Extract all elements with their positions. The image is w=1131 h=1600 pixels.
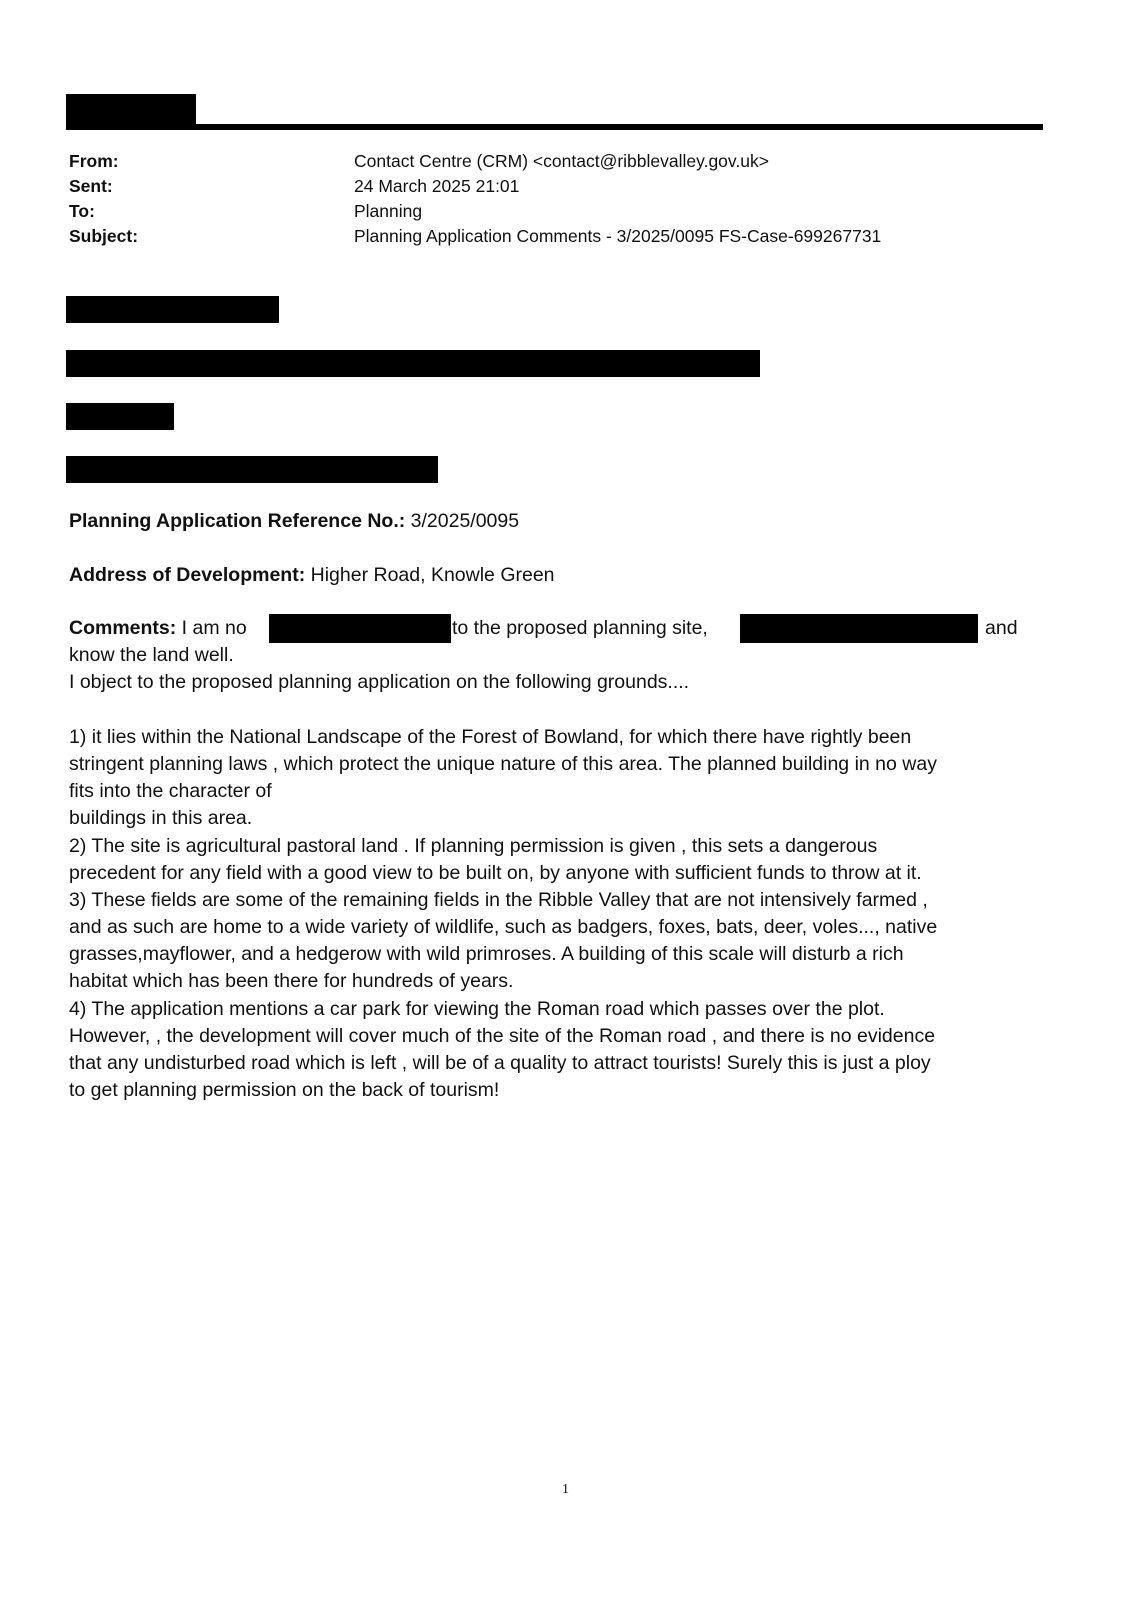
- redaction-sender-name: [66, 94, 196, 124]
- comments-para-line: fits into the character of: [69, 780, 272, 803]
- comments-part3: and: [985, 617, 1018, 639]
- to-value: Planning: [354, 201, 423, 221]
- comments-line-2: know the land well.: [69, 644, 234, 667]
- subject-row: [69, 224, 1029, 249]
- comments-para-line: and as such are home to a wide variety of wildlife, such as badgers, foxes, bats, deer, voles..., native: [69, 916, 938, 939]
- comments-section: [69, 615, 1034, 1104]
- comments-para-line: 3) These fields are some of the remaining fields in the Ribble Valley that are not intensively farmed ,: [69, 888, 928, 911]
- to-label: To:: [69, 201, 95, 221]
- header-rule: [66, 124, 1043, 130]
- redaction-inline-1: [269, 614, 451, 643]
- subject-label: Subject:: [69, 226, 139, 246]
- redaction-inline-2: [740, 614, 978, 643]
- redaction-block-4: [66, 456, 438, 483]
- comments-line-3: I object to the proposed planning application on the following grounds....: [69, 671, 690, 694]
- subject-value: Planning Application Comments - 3/2025/0095 FS-Case-699267731: [354, 226, 882, 246]
- comments-para-line: to get planning permission on the back of tourism!: [69, 1079, 500, 1102]
- email-header: [69, 149, 1029, 249]
- comments-para-line: that any undisturbed road which is left , will be of a quality to attract tourists! Surely this is just a ploy: [69, 1052, 931, 1074]
- comments-part2: to the proposed planning site,: [452, 617, 708, 639]
- from-label: From:: [69, 151, 119, 171]
- comments-para-line: precedent for any field with a good view to be built on, by anyone with sufficient funds to throw at it.: [69, 861, 922, 884]
- sent-value: 24 March 2025 21:01: [354, 176, 520, 196]
- redaction-block-1: [66, 296, 279, 323]
- comments-para-line: buildings in this area.: [69, 807, 253, 830]
- redaction-block-2: [66, 350, 760, 377]
- sent-row: [69, 174, 1029, 199]
- from-row: [69, 149, 1029, 174]
- comments-para-line: 1) it lies within the National Landscape of the Forest of Bowland, for which there have rightly been: [69, 725, 912, 748]
- to-row: [69, 199, 1029, 224]
- address-label: Address of Development:: [69, 564, 306, 586]
- page-number: 1: [562, 1482, 569, 1497]
- comments-para-line: grasses,mayflower, and a hedgerow with wild primroses. A building of this scale will disturb a rich: [69, 943, 904, 966]
- comments-para-line: 4) The application mentions a car park for viewing the Roman road which passes over the plot.: [69, 997, 885, 1020]
- reference-value: 3/2025/0095: [405, 510, 520, 532]
- comments-para-line: habitat which has been there for hundreds of years.: [69, 970, 514, 993]
- comments-para-line: stringent planning laws , which protect the unique nature of this area. The planned building in no way: [69, 752, 937, 775]
- reference-label: Planning Application Reference No.:: [69, 510, 406, 532]
- comments-part1: I am no: [176, 617, 247, 639]
- address-line: [69, 562, 1034, 589]
- comments-para-line: However, , the development will cover much of the site of the Roman road , and there is no evidence: [69, 1024, 936, 1047]
- comments-para-line: 2) The site is agricultural pastoral land . If planning permission is given , this sets a dangerous: [69, 834, 878, 857]
- address-value: Higher Road, Knowle Green: [305, 564, 555, 586]
- comments-label: Comments:: [69, 617, 177, 639]
- redaction-block-3: [66, 403, 174, 430]
- sent-label: Sent:: [69, 176, 113, 196]
- from-value: Contact Centre (CRM) <contact@ribblevalley.gov.uk>: [354, 151, 769, 171]
- reference-line: [69, 508, 1034, 535]
